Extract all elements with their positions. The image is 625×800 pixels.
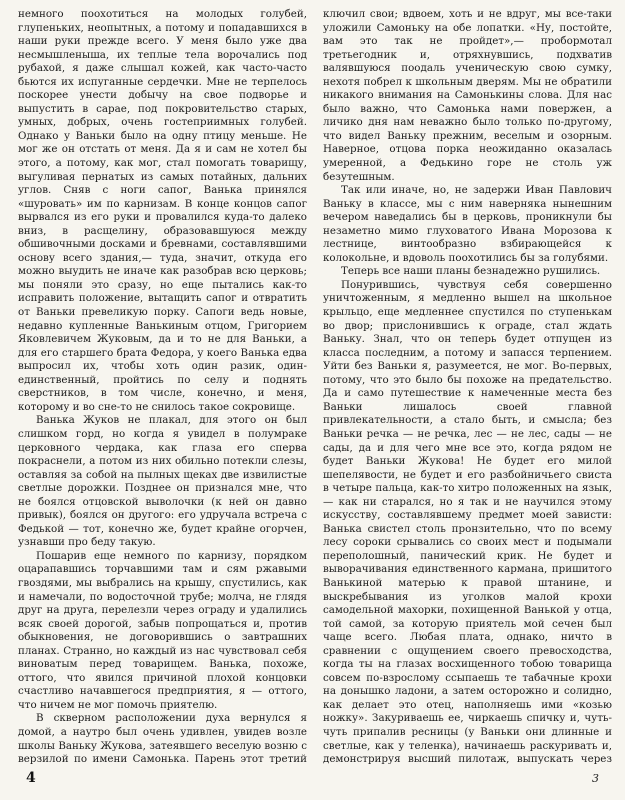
left-column [18,8,307,764]
page-number-right: 3 [592,772,599,785]
page-footer [0,768,625,796]
page-number-left: 4 [26,770,36,786]
paragraph: Пошарив еще немного по карнизу, порядком оцарапавшись торчавшими там и сям ржавыми гвоздями, мы выбрались на крышу, спустились, как и намечали, по водосточной трубе; молча, не глядя друг на друга, перелезли через ограду и удалились всяк своей дорогой, забыв попрощаться и, против обыкновения, не договорившись о завтрашних планах. Странно, но каждый из нас чувствовал себя виноватым перед товарищем. Ванька, похоже, оттого, что явился причиной плохой концовки счастливо начавшегося предприятия, я — оттого, что ничем не мог помочь приятелю. [18,549,307,711]
paragraph: Так или иначе, но, не задержи Иван Павлович Ваньку в классе, мы с ним наверняка нынешним вечером наведались бы в церковь, проникнули бы незаметно мимо глуховатого Ивана Морозова к лестнице, винтообразно взбирающейся к колокольне, и вдоволь поохотились бы за голубями. [323,184,612,264]
paragraph: немного поохотиться на молодых голубей, глупеньких, неопытных, а потому и попадавшихся в наши руки прежде всего. У меня было уже два несмышленыша, их теплые тела ворочались под рубахой, я даже слышал кожей, как часто-часто бьются их испуганные сердечки. Мне не терпелось поскорее унести добычу на свое подворье и выпустить в сарае, под покровительство старых, умных, добрых, очень гостеприимных голубей. Однако у Ваньки было на одну птицу меньше. Не мог же он отстать от меня. Да я и сам не хотел бы этого, а потому, как мог, стал помогать товарищу, выгуливая пернатых из самых потайных, дальних углов. Сняв с ноги сапог, Ванька принялся «шуровать» им по карнизам. В конце концов сапог вырвался из его руки и провалился куда-то далеко вниз, в расщелину, образовавшуюся между обшивочными досками и бревнами, составлявшими основу всего здания,— туда, значит, откуда его можно выудить не иначе как разобрав всю церковь; мы поняли это сразу, но еще пытались как-то исправить положение, вытащить сапог и отвратить от Ваньки превеликую порку. Сапоги ведь новые, недавно купленные Ванькиным отцом, Григорием Яковлевичем Жуковым, да и то не для Ваньки, а для его старшего брата Федора, у коего Ванька едва выпросил их, чтобы хоть один разик, один-единственный, пройтись по селу и поднять сверстников, в том числе, конечно, и меня, которому и во сне-то не снилось такое сокровище. [18,8,307,413]
right-column [323,8,612,764]
paragraph: Теперь все наши планы безнадежно рушились. [341,265,601,278]
paragraph: В скверном расположении духа вернулся я домой, а наутро был очень удивлен, увидев возле школы Ваньку Жукова, затеявшего веселую возню с верзилой по имени Самонька. Парень этот третий [18,712,307,764]
paragraph: Понурившись, чувствуя себя совершенно уничтоженным, я медленно вышел на школьное крыльцо, еще медленнее спустился по ступенькам во двор; прислонившись к ограде, стал ждать Ваньку. Знал, что он теперь будет отпущен из класса последним, а потому и запасся терпением. Уйти без Ваньки я, разумеется, не мог. Во-первых, потому, что это было бы похоже на предательство. Да и само путешествие к намеченные места без Ваньки лишалось своей главной привлекательности, а стало быть, и смысла; без Ваньки речка — не речка, лес — не лес, сады — не сады, да и для чего мне все это, когда рядом не будет Ваньки Жукова! Не будет его милой шепелявости, не будет и его разбойничьего свиста в четыре пальца, как-то хитро положенных на язык,— как ни старался, но я так и не научился этому искусству, составлявшему предмет моей зависти: Ванька свистел столь пронзительно, что по всему лесу сороки срывались со своих мест и подымали переполошный, панический крик. Не будет и выворачивания единственного кармана, пришитого Ванькиной матерью к правой штанине, и выскребывания из уголков малой крохи самодельной махорки, похищенной Ванькой у отца, той самой, за которую приятель мой сечен был чаще всего. Любая плата, однако, ничто в сравнении с ощущением своего превосходства, когда ты на глазах восхищенного тобою товарища совсем по-взрослому ссыпаешь те табачные крохи на донышко ладони, а затем осторожно и солидно, как делает это отец, наполняешь ими «козью ножку». Закуриваешь ее, чиркаешь спичку и, чуть-чуть припалив ресницы (у Ваньки они длинные и светлые, как у теленка), начинаешь раскуривать и, демонстрируя высший пилотаж, выпускать через [323,278,612,764]
paragraph: ключил свои; вдвоем, хоть и не вдруг, мы все-таки уложили Самоньку на обе лопатки. «Ну, постойте, вам это так не пройдет»,— пробормотал третьегодник и, отряхнувшись, подхватив валявшуюся поодаль ученическую свою сумку, нехотя побрел к школьным дверям. Мы не обратили никакого внимания на Самонькины слова. Для нас было важно, что Самонька нами повержен, а личико дня нам неважно было только по-другому, что видел Ваньку прежним, веселым и озорным. Наверное, отцова порка неожиданно оказалась умеренной, а Федькино горе не столь уж безутешным. [323,8,612,183]
text-columns [18,8,612,764]
paragraph: Ванька Жуков не плакал, для этого он был слишком горд, но когда я увидел в полумраке церковного чердака, как глаза его сперва покраснели, а потом из них обильно потекли слезы, оставляя за собой на пылных щеках две извилистые светлые дорожки. Позднее он признался мне, что не боялся отцовской выволочки (к ней он давно привык), боялся он другого: его удручала встреча с Федькой — тот, конечно же, будет крайне огорчен, узнавши про беду такую. [18,414,307,549]
